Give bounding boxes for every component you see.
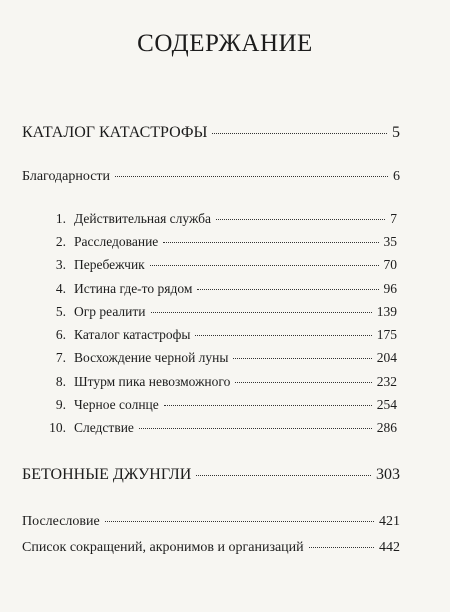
chapter-number: 9. bbox=[55, 397, 66, 412]
dot-leader bbox=[105, 520, 374, 522]
toc-entry-page: 442 bbox=[379, 540, 400, 555]
chapter-title: Огр реалити bbox=[74, 304, 146, 319]
chapter-title: Действительная служба bbox=[74, 211, 211, 226]
toc-entry-label: Послесловие bbox=[22, 514, 100, 529]
dot-leader bbox=[197, 288, 378, 290]
toc-chapter bbox=[40, 398, 397, 412]
chapter-number: 7. bbox=[55, 350, 66, 365]
chapter-page: 35 bbox=[383, 234, 397, 249]
chapter-number: 1. bbox=[55, 211, 66, 226]
chapter-page: 70 bbox=[383, 257, 397, 272]
toc-entry-page: 5 bbox=[392, 124, 400, 141]
chapter-page: 232 bbox=[376, 374, 397, 389]
dot-leader bbox=[196, 474, 371, 476]
dot-leader bbox=[163, 241, 378, 243]
chapter-page: 7 bbox=[390, 211, 397, 226]
toc-chapter bbox=[40, 212, 397, 226]
toc-chapter bbox=[40, 305, 397, 319]
chapter-page: 96 bbox=[383, 281, 397, 296]
toc-entry-part-2 bbox=[22, 467, 400, 483]
chapter-number: 3. bbox=[55, 257, 66, 272]
dot-leader bbox=[309, 546, 374, 548]
toc-entry-label: Список сокращений, акронимов и организаций bbox=[22, 540, 304, 555]
chapter-number: 8. bbox=[55, 374, 66, 389]
chapter-title: Следствие bbox=[74, 420, 134, 435]
chapter-number: 2. bbox=[55, 234, 66, 249]
dot-leader bbox=[235, 381, 371, 383]
chapter-title: Восхождение черной луны bbox=[74, 350, 229, 365]
toc-entry-label: Благодарности bbox=[22, 169, 111, 184]
toc-chapter bbox=[40, 421, 397, 435]
chapter-page: 175 bbox=[376, 327, 397, 342]
toc-entry-part-1 bbox=[22, 125, 400, 141]
chapter-number: 6. bbox=[55, 327, 66, 342]
toc-chapter bbox=[40, 328, 397, 342]
dot-leader bbox=[164, 404, 372, 406]
chapter-title: Перебежчик bbox=[74, 257, 145, 272]
toc-entry-afterword bbox=[22, 515, 400, 529]
toc-entry-page: 303 bbox=[376, 466, 400, 483]
toc-chapter bbox=[40, 235, 397, 249]
toc-entry-label: БЕТОННЫЕ ДЖУНГЛИ bbox=[22, 466, 192, 483]
dot-leader bbox=[115, 175, 388, 177]
dot-leader bbox=[212, 132, 387, 134]
chapter-title: Каталог катастрофы bbox=[74, 327, 191, 342]
chapter-page: 286 bbox=[376, 420, 397, 435]
dot-leader bbox=[150, 264, 379, 266]
chapter-number: 4. bbox=[55, 281, 66, 296]
dot-leader bbox=[151, 311, 372, 313]
chapter-page: 254 bbox=[376, 397, 397, 412]
dot-leader bbox=[195, 334, 371, 336]
toc-entry-label: КАТАЛОГ КАТАСТРОФЫ bbox=[22, 124, 208, 141]
chapter-number: 10. bbox=[49, 420, 66, 435]
chapter-title: Истина где-то рядом bbox=[74, 281, 193, 296]
dot-leader bbox=[216, 218, 385, 220]
toc-entry-page: 6 bbox=[393, 169, 400, 184]
dot-leader bbox=[139, 427, 372, 429]
toc-entry-acknowledgements bbox=[22, 170, 400, 184]
toc-chapter bbox=[40, 351, 397, 365]
toc-chapter bbox=[40, 375, 397, 389]
chapter-title: Штурм пика невозможного bbox=[74, 374, 231, 389]
chapter-number: 5. bbox=[55, 304, 66, 319]
toc-chapter bbox=[40, 258, 397, 272]
chapter-page: 139 bbox=[376, 304, 397, 319]
toc-chapter bbox=[40, 282, 397, 296]
chapter-title: Расследование bbox=[74, 234, 159, 249]
toc-entry-abbreviations bbox=[22, 541, 400, 555]
page-title: СОДЕРЖАНИЕ bbox=[137, 30, 313, 57]
chapter-page: 204 bbox=[376, 350, 397, 365]
toc-entry-page: 421 bbox=[379, 514, 400, 529]
chapter-title: Черное солнце bbox=[74, 397, 159, 412]
dot-leader bbox=[233, 357, 371, 359]
